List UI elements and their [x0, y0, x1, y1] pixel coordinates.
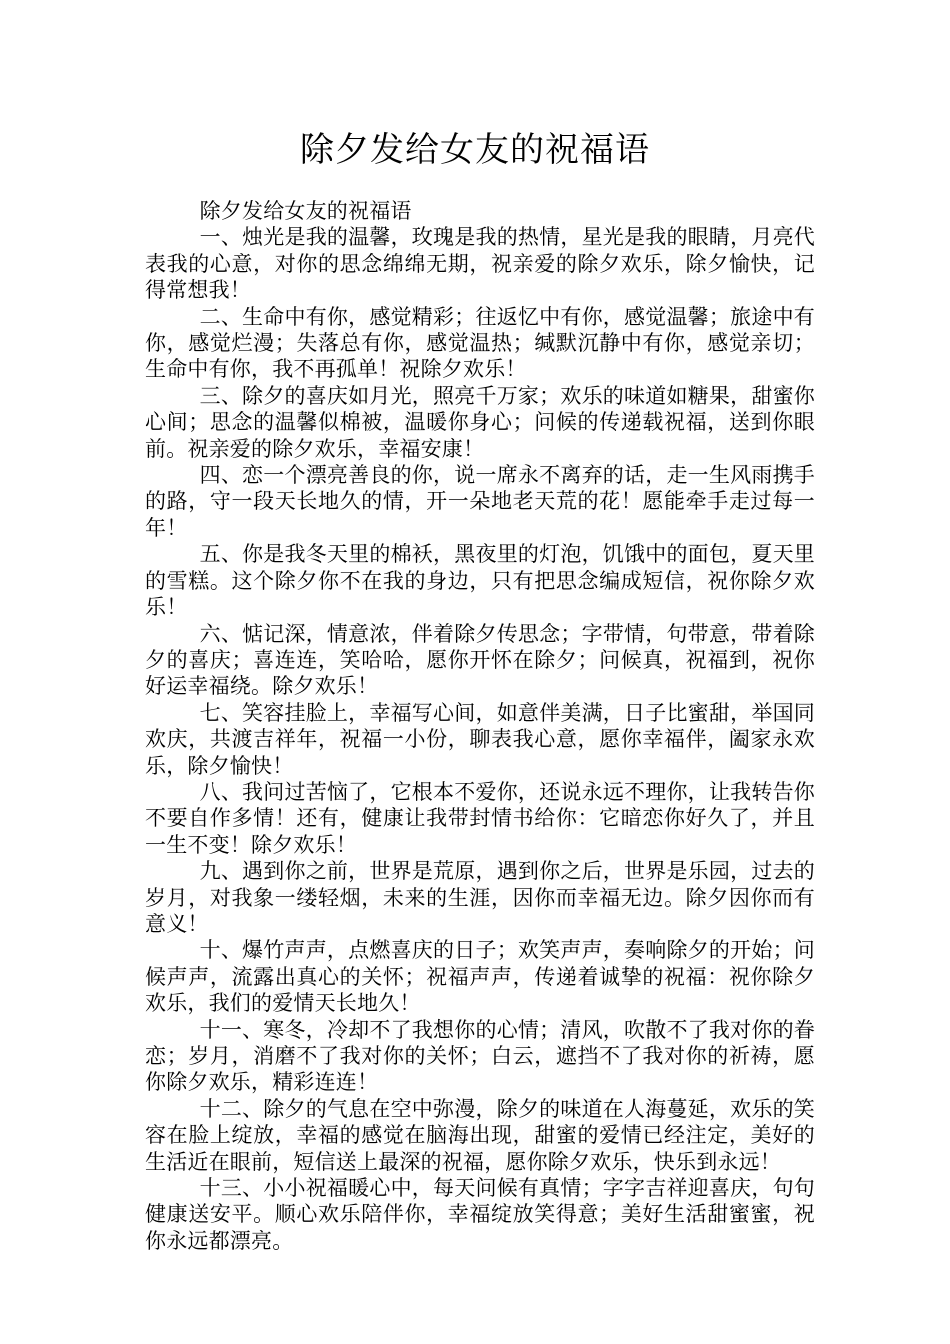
blessing-paragraph-1: 一、烛光是我的温馨，玫瑰是我的热情，星光是我的眼睛，月亮代表我的心意，对你的思念绵绵无期，祝亲爱的除夕欢乐，除夕愉快，记得常想我！ — [145, 225, 815, 303]
blessing-paragraph-11: 十一、寒冬，冷却不了我想你的心情；清风，吹散不了我对你的眷恋；岁月，消磨不了我对你的关怀；白云，遮挡不了我对你的祈祷，愿你除夕欢乐，精彩连连！ — [145, 1017, 815, 1095]
document-title: 除夕发给女友的祝福语 — [300, 130, 650, 170]
blessing-paragraph-8: 八、我问过苦恼了，它根本不爱你，还说永远不理你，让我转告你不要自作多情！还有，健康让我带封情书给你：它暗恋你好久了，并且一生不变！除夕欢乐！ — [145, 779, 815, 857]
blessing-paragraph-5: 五、你是我冬天里的棉袄，黑夜里的灯泡，饥饿中的面包，夏天里的雪糕。这个除夕你不在我的身边，只有把思念编成短信，祝你除夕欢乐！ — [145, 542, 815, 620]
blessing-paragraph-4: 四、恋一个漂亮善良的你，说一席永不离弃的话，走一生风雨携手的路，守一段天长地久的情，开一朵地老天荒的花！愿能牵手走过每一年！ — [145, 463, 815, 540]
blessing-paragraph-10: 十、爆竹声声，点燃喜庆的日子；欢笑声声，奏响除夕的开始；问候声声，流露出真心的关怀；祝福声声，传递着诚挚的祝福：祝你除夕欢乐，我们的爱情天长地久！ — [145, 938, 815, 1016]
blessing-paragraph-9: 九、遇到你之前，世界是荒原，遇到你之后，世界是乐园，过去的岁月，对我象一缕轻烟，未来的生涯，因你而幸福无边。除夕因你而有意义！ — [145, 859, 815, 936]
blessing-paragraph-13: 十三、小小祝福暖心中，每天问候有真情；字字吉祥迎喜庆，句句健康送安平。顺心欢乐陪伴你，幸福绽放笑得意；美好生活甜蜜蜜，祝你永远都漂亮。 — [145, 1176, 815, 1253]
blessing-paragraph-2: 二、生命中有你，感觉精彩；往返忆中有你，感觉温馨；旅途中有你，感觉烂漫；失落总有你，感觉温热；缄默沉静中有你，感觉亲切；生命中有你，我不再孤单！祝除夕欢乐！ — [145, 304, 815, 382]
document-subtitle: 除夕发给女友的祝福语 — [199, 199, 412, 223]
blessing-paragraph-12: 十二、除夕的气息在空中弥漫，除夕的味道在人海蔓延，欢乐的笑容在脸上绽放，幸福的感觉在脑海出现，甜蜜的爱情已经注定，美好的生活近在眼前，短信送上最深的祝福，愿你除夕欢乐，快乐到永远！ — [145, 1096, 815, 1174]
blessing-paragraph-6: 六、惦记深，情意浓，伴着除夕传思念；字带情，句带意，带着除夕的喜庆；喜连连，笑哈哈，愿你开怀在除夕；问候真，祝福到，祝你好运幸福绕。除夕欢乐！ — [145, 621, 815, 699]
blessing-paragraph-3: 三、除夕的喜庆如月光，照亮千万家；欢乐的味道如糖果，甜蜜你心间；思念的温馨似棉被，温暖你身心；问候的传递载祝福，送到你眼前。祝亲爱的除夕欢乐，幸福安康！ — [145, 383, 815, 461]
blessing-paragraph-7: 七、笑容挂脸上，幸福写心间，如意伴美满，日子比蜜甜，举国同欢庆，共渡吉祥年，祝福一小份，聊表我心意，愿你幸福伴，阖家永欢乐，除夕愉快！ — [145, 700, 815, 778]
document-body — [145, 198, 815, 1254]
